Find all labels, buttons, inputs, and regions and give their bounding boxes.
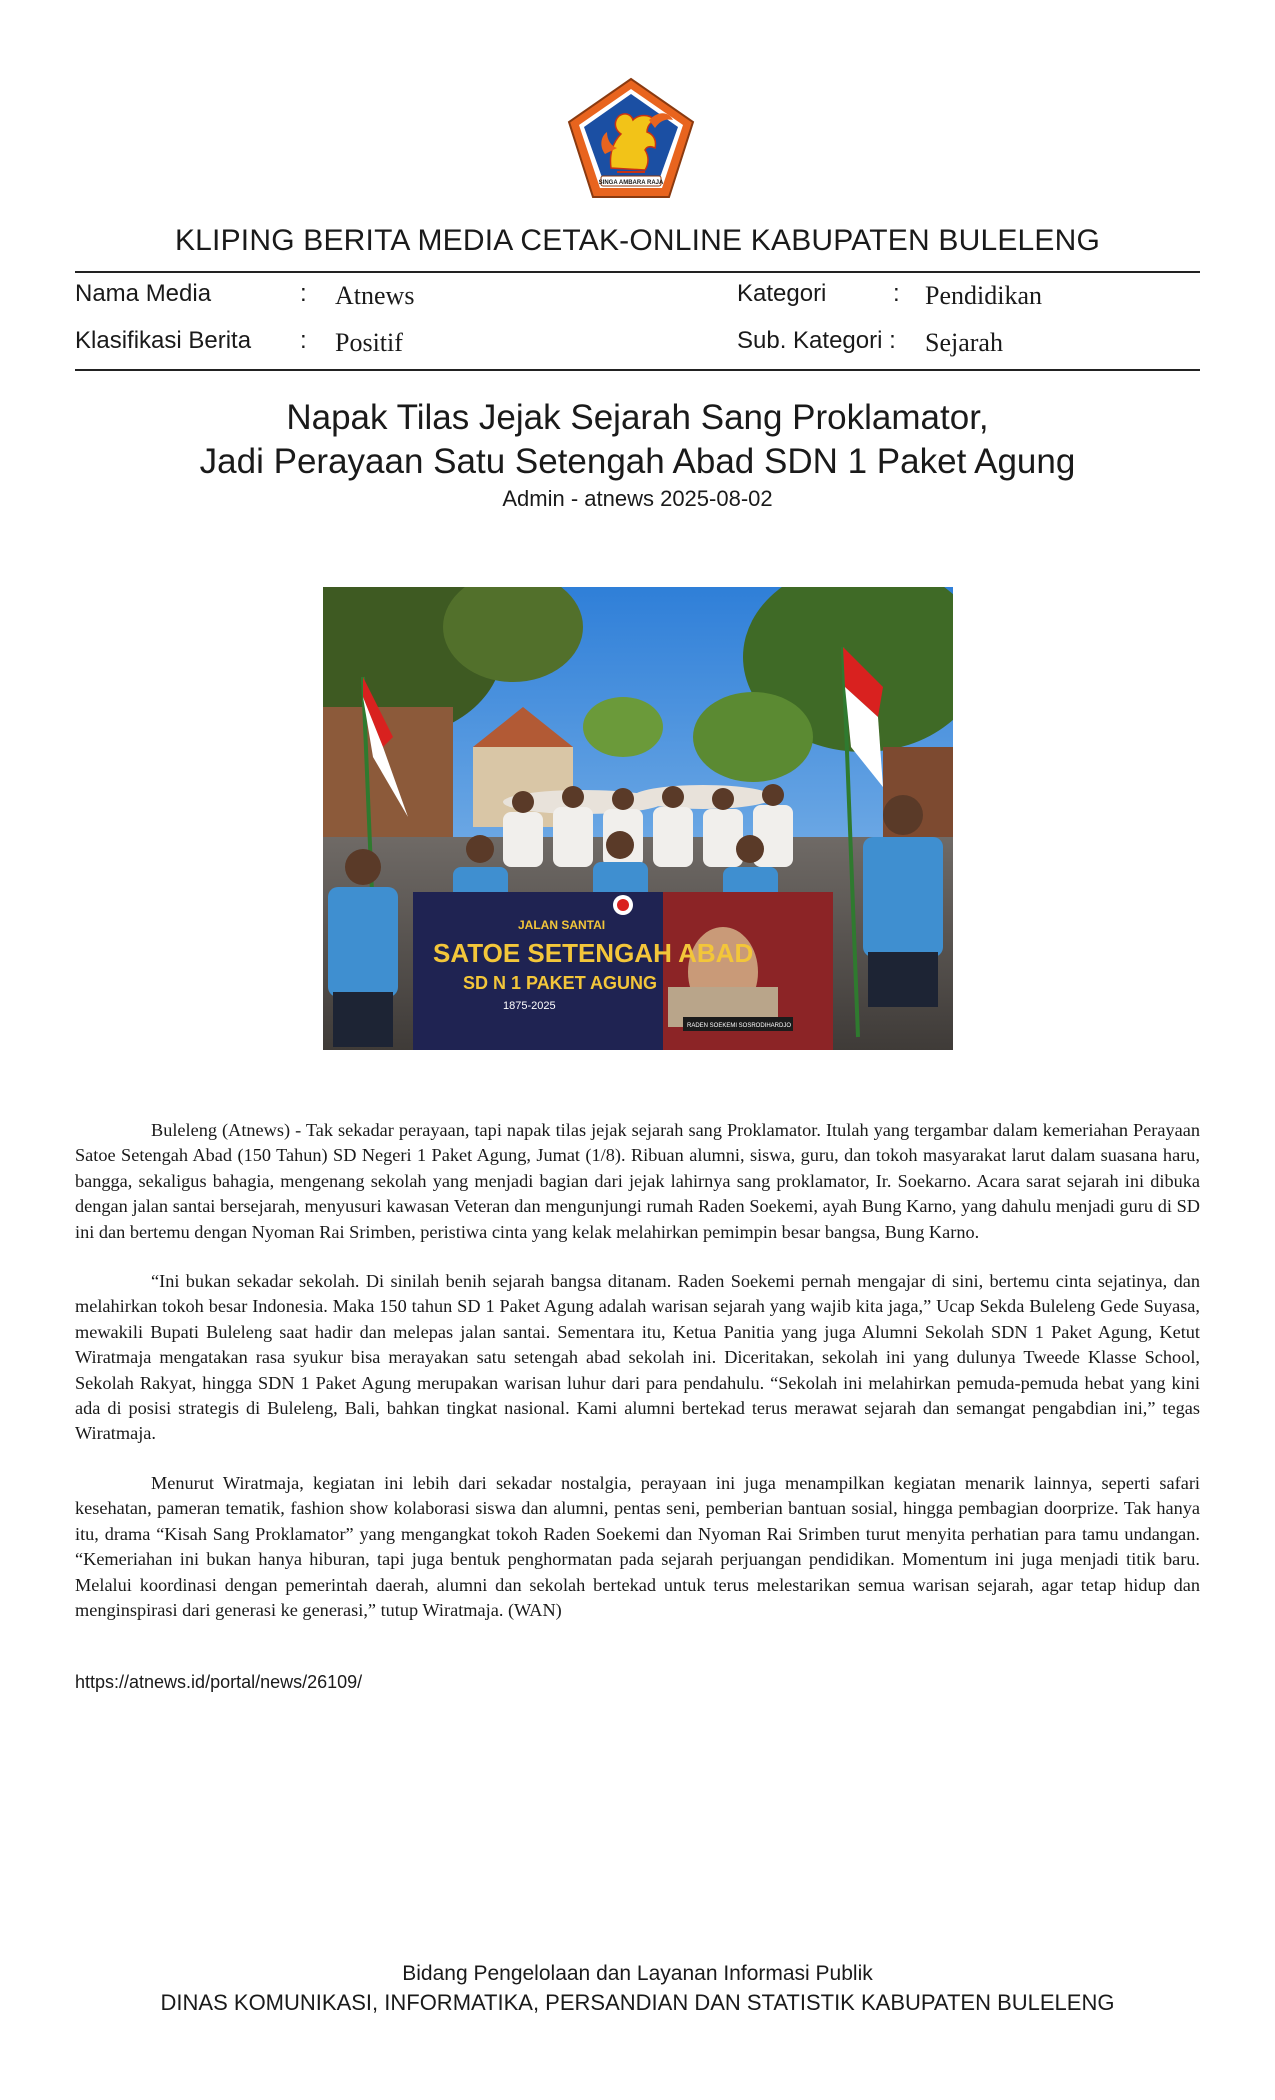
banner-caption: RADEN SOEKEMI SOSRODIHARDJO [687, 1023, 792, 1029]
media-value: Atnews [335, 281, 415, 310]
article-paragraph-1: Buleleng (Atnews) - Tak sekadar perayaan, tapi napak tilas jejak sejarah sang Proklamator. Itulah yang tergambar dalam kemeriahan Perayaan Satoe Setengah Abad (150 Tahun) SD Negeri 1 Paket Agung, Jumat (1/8). Ribuan alumni, siswa, guru, dan tokoh masyarakat larut dalam suasana haru, bangga, sekaligus bahagia, mengenang sekolah yang menjadi bagian dari jejak lahirnya sang proklamator, Ir. Soekarno. Acara sarat sejarah ini dibuka dengan jalan santai bersejarah, menyusuri kawasan Veteran dan mengunjungi rumah Raden Soekemi, ayah Bung Karno, yang dahulu menjadi guru di SD ini dan bertemu dengan Nyoman Rai Srimben, peristiwa cinta yang kelak melahirkan pemimpin besar bangsa, Bung Karno. [75, 1120, 1200, 1242]
footer-department: Bidang Pengelolaan dan Layanan Informasi Publik [402, 1962, 873, 1985]
page-header-title: KLIPING BERITA MEDIA CETAK-ONLINE KABUPATEN BULELENG [174, 224, 1101, 257]
source-link[interactable]: https://atnews.id/portal/news/26109/ [75, 1672, 363, 1692]
banner-line-1: JALAN SANTAI [518, 918, 606, 932]
article-paragraph-3: Menurut Wiratmaja, kegiatan ini lebih dari sekadar nostalgia, perayaan ini juga menampilkan kegiatan menarik lainnya, seperti safari kesehatan, pameran tematik, fashion show kolaborasi siswa dan alumni, pentas seni, pemberian bantuan sosial, hingga pembagian doorprize. Tak hanya itu, drama “Kisah Sang Proklamator” yang mengangkat tokoh Raden Soekemi dan Nyoman Rai Srimben turut menyita perhatian para tamu undangan. “Kemeriahan ini bukan hanya hiburan, tapi juga bentuk penghormatan pada sejarah perjuangan pendidikan. Momentum ini juga menjadi titik baru. Melalui koordinasi dengan pemerintah daerah, alumni dan sekolah bertekad untuk terus melestarikan semua warisan sejarah, agar tetap hidup dan menginspirasi dari generasi ke generasi,” tutup Wiratmaja. (WAN) [75, 1472, 1200, 1620]
article-body [75, 1118, 1200, 1647]
article-paragraph-2: “Ini bukan sekadar sekolah. Di sinilah benih sejarah bangsa ditanam. Raden Soekemi pernah mengajar di sini, bertemu cinta sejatinya, dan melahirkan tokoh besar Indonesia. Maka 150 tahun SD 1 Paket Agung adalah warisan sejarah yang wajib kita jaga,” Ucap Sekda Buleleng Gede Suyasa, mewakili Bupati Buleleng saat hadir dan melepas jalan santai. Sementara itu, Ketua Panitia yang juga Alumni Sekolah SDN 1 Paket Agung, Ketut Wiratmaja mengatakan rasa syukur bisa merayakan satu setengah abad sekolah ini. Diceritakan, sekolah ini yang dulunya Tweede Klasse School, Sekolah Rakyat, hingga SDN 1 Paket Agung merupakan warisan luhur dari para pendahulu. “Sekolah ini melahirkan pemuda-pemuda hebat yang kini ada di posisi strategis di Buleleng, Bali, bahkan tingkat nasional. Kami alumni bertekad terus merawat sejarah dan semangat pengabdian ini,” tegas Wiratmaja. [75, 1271, 1200, 1444]
kategori-value: Pendidikan [925, 281, 1042, 310]
divider-top [75, 271, 1200, 273]
kategori-label: Kategori [737, 280, 827, 307]
headline-line-2: Jadi Perayaan Satu Setengah Abad SDN 1 Paket Agung [199, 442, 1076, 481]
kategori-colon: : [893, 280, 900, 307]
klasifikasi-label: Klasifikasi Berita [75, 327, 252, 354]
media-label: Nama Media [75, 280, 212, 307]
footer-agency: DINAS KOMUNIKASI, INFORMATIKA, PERSANDIAN DAN STATISTIK KABUPATEN BULELENG [160, 1990, 1115, 2015]
klasifikasi-colon: : [300, 327, 307, 354]
subkategori-label: Sub. Kategori : [737, 327, 896, 354]
divider-bottom [75, 369, 1200, 371]
logo-motto: SINGA AMBARA RAJA [598, 180, 664, 186]
article-photo [323, 587, 953, 1050]
headline-line-1: Napak Tilas Jejak Sejarah Sang Proklamator, [286, 398, 989, 437]
regency-logo [565, 76, 697, 200]
subkategori-value: Sejarah [925, 328, 1003, 357]
klasifikasi-value: Positif [335, 328, 403, 357]
media-colon: : [300, 280, 307, 307]
banner-line-3: SD N 1 PAKET AGUNG [463, 973, 658, 993]
banner-years: 1875-2025 [503, 1000, 556, 1012]
banner-line-2: SATOE SETENGAH ABAD [433, 938, 754, 968]
parade-photo-illustration [323, 587, 953, 1050]
article-headline [0, 396, 1275, 484]
article-byline: Admin - atnews 2025-08-02 [502, 486, 773, 511]
buleleng-regency-emblem-icon [565, 76, 697, 200]
